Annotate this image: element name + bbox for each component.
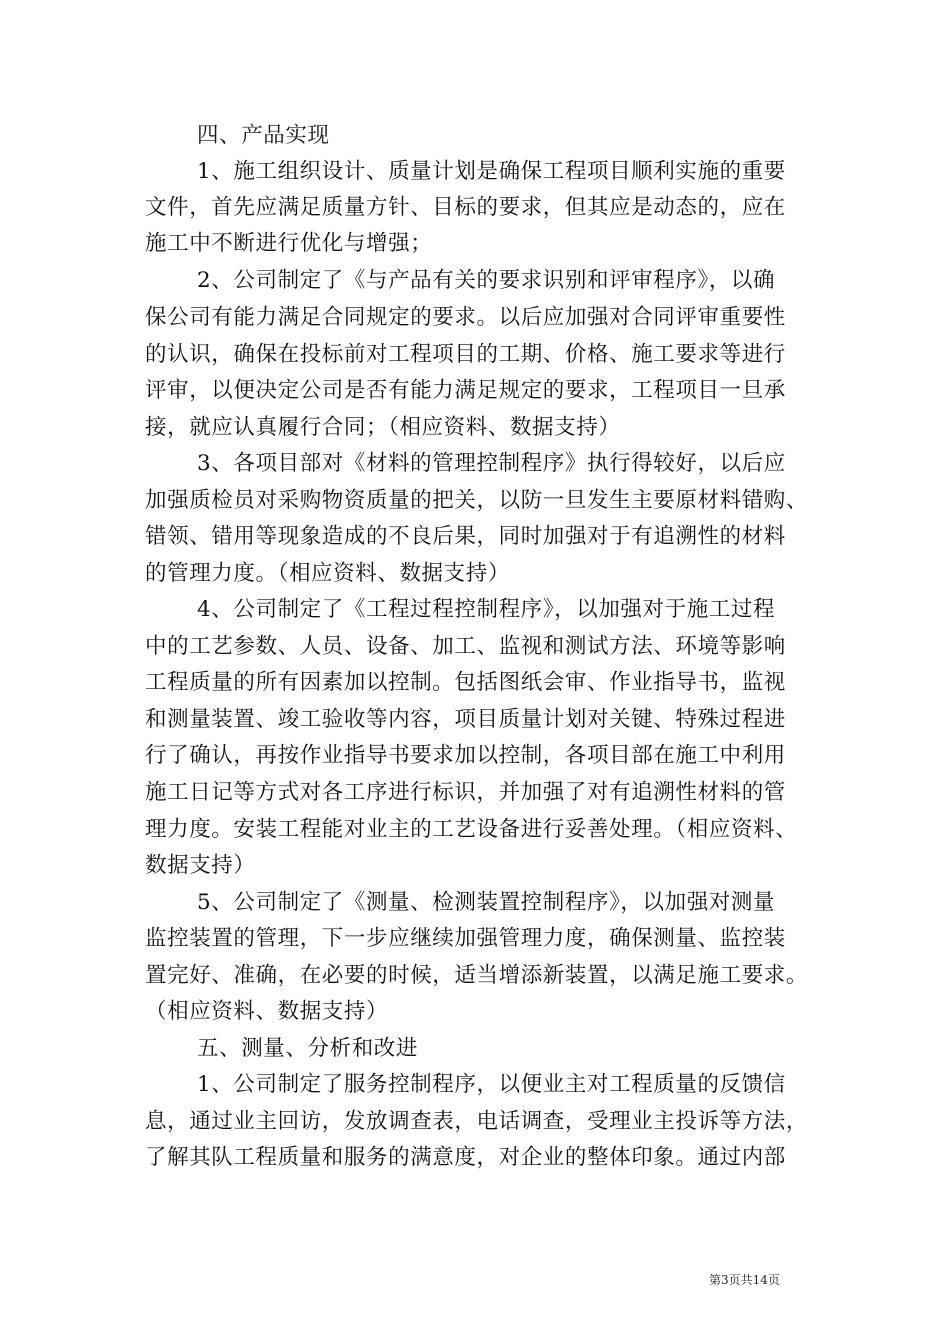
paragraph-line: 2、公司制定了《与产品有关的要求识别和评审程序》，以确 (197, 268, 776, 293)
paragraph-line: 3、各项目部对《材料的管理控制程序》执行得较好，以后应 (197, 451, 786, 476)
paragraph-line: 保公司有能力满足合同规定的要求。以后应加强对合同评审重要性 (145, 305, 786, 330)
paragraph-line: 的管理力度。（相应资料、数据支持） (145, 561, 510, 586)
paragraph-line: 置完好、准确，在必要的时候，适当增添新装置，以满足施工要求。 (145, 963, 809, 988)
page-number-footer: 第3页共14页 (709, 1273, 780, 1287)
paragraph-line: 中的工艺参数、人员、设备、加工、监视和测试方法、环境等影响 (145, 634, 786, 659)
paragraph-line: 监控装置的管理，下一步应继续加强管理力度，确保测量、监控装 (145, 926, 786, 951)
section-heading: 五、测量、分析和改进 (197, 1036, 419, 1061)
paragraph-line: 息，通过业主回访，发放调查表，电话调查，受理业主投诉等方法， (145, 1109, 809, 1134)
paragraph-line: 施工日记等方式对各工序进行标识，并加强了对有追溯性材料的管 (145, 780, 786, 805)
paragraph-line: 的认识，确保在投标前对工程项目的工期、价格、施工要求等进行 (145, 342, 786, 367)
paragraph-line: 加强质检员对采购物资质量的把关，以防一旦发生主要原材料错购、 (145, 488, 809, 513)
paragraph-line: 工程质量的所有因素加以控制。包括图纸会审、作业指导书，监视 (145, 670, 786, 695)
paragraph-line: 理力度。安装工程能对业主的工艺设备进行妥善处理。（相应资料、 (145, 817, 798, 842)
paragraph-line: 4、公司制定了《工程过程控制程序》，以加强对于施工过程 (197, 597, 776, 622)
paragraph-line: 接，就应认真履行合同；（相应资料、数据支持） (145, 415, 621, 440)
paragraph-line: 1、施工组织设计、质量计划是确保工程项目顺利实施的重要 (197, 159, 786, 184)
paragraph-line: 施工中不断进行优化与增强； (145, 231, 433, 256)
section-heading: 四、产品实现 (197, 123, 330, 148)
paragraph-line: 了解其队工程质量和服务的满意度，对企业的整体印象。通过内部 (145, 1145, 786, 1170)
paragraph-line: 1、公司制定了服务控制程序，以便业主对工程质量的反馈信 (197, 1072, 786, 1097)
paragraph-line: 数据支持） (145, 853, 256, 878)
paragraph-line: 行了确认，再按作业指导书要求加以控制，各项目部在施工中利用 (145, 743, 786, 768)
paragraph-line: 5、公司制定了《测量、检测装置控制程序》，以加强对测量 (197, 890, 776, 915)
paragraph-line: 评审，以便决定公司是否有能力满足规定的要求，工程项目一旦承 (145, 378, 786, 403)
paragraph-line: （相应资料、数据支持） (145, 999, 389, 1024)
paragraph-line: 文件，首先应满足质量方针、目标的要求，但其应是动态的，应在 (145, 195, 786, 220)
paragraph-line: 和测量装置、竣工验收等内容，项目质量计划对关键、特殊过程进 (145, 707, 786, 732)
paragraph-line: 错领、错用等现象造成的不良后果，同时加强对于有追溯性的材料 (145, 524, 786, 549)
